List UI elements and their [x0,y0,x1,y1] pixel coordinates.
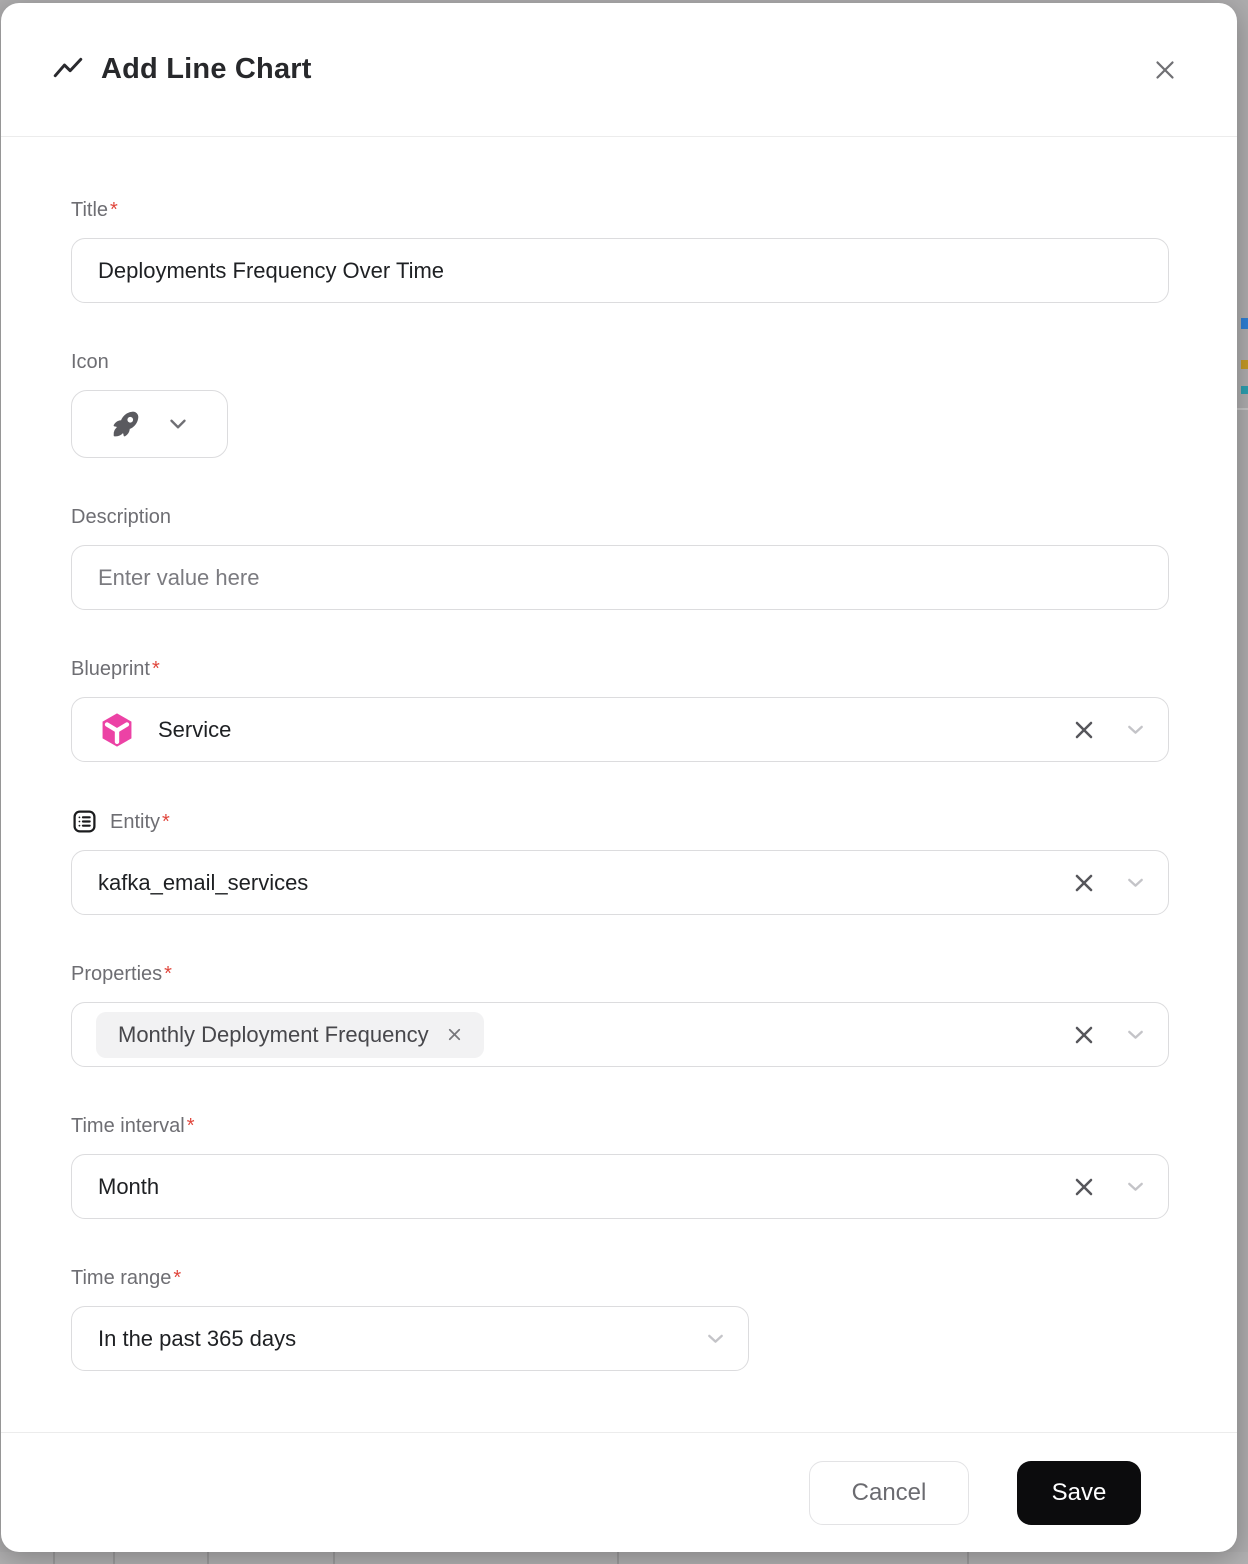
required-asterisk: * [173,1267,182,1289]
time-interval-section [71,1113,1169,1219]
chevron-down-icon [165,411,191,437]
property-chip [96,1012,484,1058]
required-asterisk: * [162,810,170,833]
properties-label: Properties * [71,963,172,985]
blueprint-label: Blueprint * [71,658,160,680]
title-label: Title * [71,199,118,221]
required-asterisk: * [186,1115,195,1137]
blueprint-section [71,656,1169,762]
chevron-down-icon[interactable] [1123,717,1148,742]
modal-body [1,137,1237,1371]
clear-icon[interactable] [1071,870,1097,896]
add-line-chart-modal [1,3,1237,1552]
chevron-down-icon[interactable] [1123,870,1148,895]
icon-picker[interactable] [71,390,228,458]
time-interval-label: Time interval * [71,1115,195,1137]
backdrop-fragment-teal [1241,386,1248,394]
time-range-section [71,1265,1169,1371]
backdrop-right-strip [1237,0,1248,1564]
required-asterisk: * [164,963,172,985]
backdrop-fragment-divider [1237,408,1248,410]
entity-value: kafka_email_services [98,869,309,895]
entity-list-icon [71,808,98,835]
clear-icon[interactable] [1071,717,1097,743]
entity-label: Entity * [71,808,1169,835]
backdrop-bottom-table-strip [0,1552,1248,1564]
time-range-select[interactable] [71,1306,749,1371]
icon-label: Icon [71,351,109,373]
backdrop-fragment-blue [1241,318,1248,329]
line-chart-icon [51,53,85,87]
description-input[interactable] [71,545,1169,610]
entity-section [71,808,1169,915]
time-range-label: Time range * [71,1267,182,1289]
property-chip-label: Monthly Deployment Frequency [118,1021,429,1047]
clear-icon[interactable] [1071,1174,1097,1200]
chip-remove-icon[interactable] [445,1025,464,1044]
time-range-value: In the past 365 days [98,1325,297,1351]
time-interval-select[interactable] [71,1154,1169,1219]
modal-title: Add Line Chart [101,53,312,85]
title-input[interactable] [71,238,1169,303]
clear-icon[interactable] [1071,1022,1097,1048]
time-interval-value: Month [98,1173,160,1199]
entity-select[interactable] [71,850,1169,915]
blueprint-select[interactable] [71,697,1169,762]
required-asterisk: * [110,199,118,221]
blueprint-value: Service [158,716,232,742]
description-label: Description [71,506,172,528]
chevron-down-icon[interactable] [1123,1174,1148,1199]
modal-footer [1,1432,1237,1552]
rocket-icon [109,407,143,441]
backdrop-fragment-gold [1241,360,1248,369]
chevron-down-icon[interactable] [703,1326,728,1351]
title-section [71,197,1169,303]
modal-header [1,3,1237,137]
required-asterisk: * [151,658,160,680]
service-cube-icon [98,711,136,749]
close-icon[interactable] [1143,48,1187,92]
cancel-button[interactable]: Cancel [809,1461,969,1525]
properties-section [71,961,1169,1067]
save-button[interactable]: Save [1017,1461,1141,1525]
description-section [71,504,1169,610]
chevron-down-icon[interactable] [1123,1022,1148,1047]
properties-select[interactable] [71,1002,1169,1067]
icon-section [71,349,1169,458]
